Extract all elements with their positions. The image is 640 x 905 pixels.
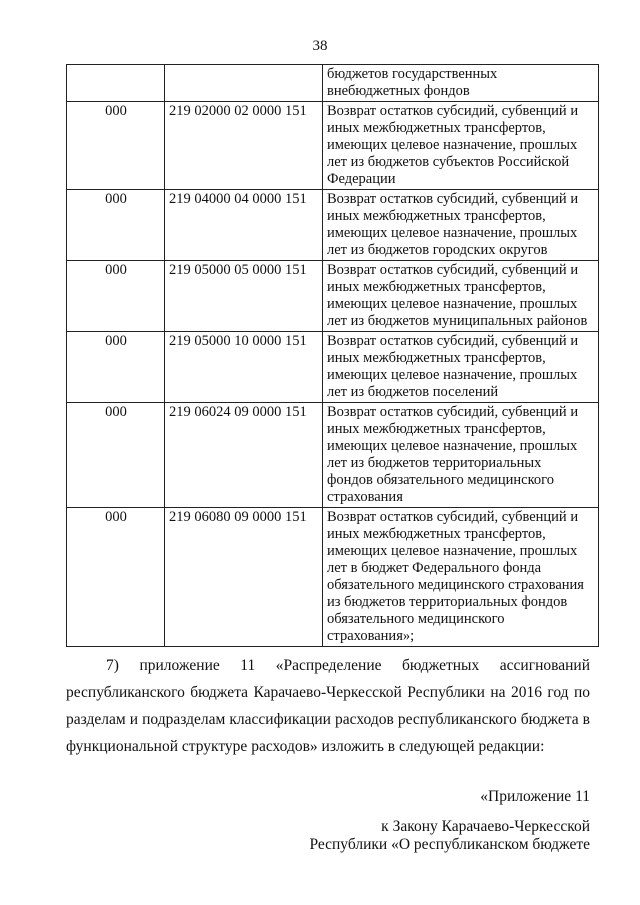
admin-code-cell: [67, 65, 165, 102]
table-row: [67, 403, 599, 508]
budget-code-cell: [165, 65, 323, 102]
table-row: [67, 332, 599, 403]
appendix-title: «Приложение 11: [480, 788, 590, 805]
income-name-cell: [323, 65, 599, 102]
income-name-cell: [323, 332, 599, 403]
table-row: [67, 508, 599, 647]
budget-code-cell: 219 05000 05 0000 151: [165, 261, 323, 332]
paragraph-line-3: разделам и подразделам классификации расходов республиканского бюджета в: [66, 711, 590, 728]
admin-code-cell: 000: [67, 508, 165, 647]
admin-code-cell: 000: [67, 261, 165, 332]
income-name-text: бюджетов государственных внебюджетных фондов: [327, 66, 498, 99]
income-name-cell: [323, 403, 599, 508]
income-name-text: Возврат остатков субсидий, субвенций и иных межбюджетных трансфертов, имеющих целевое назначение, прошлых лет в бюджет Федерального фонда обязательного медицинского страхования из бюджетов территориальных фондов обязательного медицинского страхования»;: [327, 509, 584, 644]
budget-code-cell: 219 02000 02 0000 151: [165, 102, 323, 190]
budget-code-cell: 219 06080 09 0000 151: [165, 508, 323, 647]
income-name-text: Возврат остатков субсидий, субвенций и иных межбюджетных трансфертов, имеющих целевое назначение, прошлых лет из бюджетов территориальных фондов обязательного медицинского страхования: [327, 404, 579, 505]
income-name-cell: [323, 261, 599, 332]
admin-code-cell: 000: [67, 403, 165, 508]
table-body: [67, 65, 599, 647]
budget-code-cell: 219 04000 04 0000 151: [165, 190, 323, 261]
amendment-paragraph: [66, 652, 590, 760]
paragraph-line-2: республиканского бюджета Карачаево-Черкесской Республики на 2016 год по: [66, 684, 590, 701]
table-row: [67, 190, 599, 261]
income-name-text: Возврат остатков субсидий, субвенций и иных межбюджетных трансфертов, имеющих целевое назначение, прошлых лет из бюджетов поселений: [327, 333, 579, 400]
paragraph-line-4: функциональной структуре расходов» изложить в следующей редакции:: [66, 738, 545, 755]
page-number: 38: [312, 38, 328, 54]
admin-code-cell: 000: [67, 190, 165, 261]
income-name-cell: [323, 102, 599, 190]
admin-code-cell: 000: [67, 102, 165, 190]
table-row: [67, 261, 599, 332]
budget-code-table: [66, 64, 599, 647]
table-row: [67, 102, 599, 190]
income-name-text: Возврат остатков субсидий, субвенций и иных межбюджетных трансфертов, имеющих целевое назначение, прошлых лет из бюджетов субъектов Российской Федерации: [327, 103, 579, 187]
table-row: [67, 65, 599, 102]
admin-code-cell: 000: [67, 332, 165, 403]
appendix-law-line-2: Республики «О республиканском бюджете: [309, 836, 590, 853]
income-name-cell: [323, 508, 599, 647]
paragraph-line-1: 7) приложение 11 «Распределение бюджетных ассигнований: [106, 657, 590, 674]
appendix-law-line-1: к Закону Карачаево-Черкесской: [381, 818, 590, 835]
budget-code-cell: 219 05000 10 0000 151: [165, 332, 323, 403]
income-name-text: Возврат остатков субсидий, субвенций и иных межбюджетных трансфертов, имеющих целевое назначение, прошлых лет из бюджетов городских округов: [327, 191, 579, 258]
budget-code-cell: 219 06024 09 0000 151: [165, 403, 323, 508]
income-name-cell: [323, 190, 599, 261]
income-name-text: Возврат остатков субсидий, субвенций и иных межбюджетных трансфертов, имеющих целевое назначение, прошлых лет из бюджетов муниципальных районов: [327, 262, 588, 329]
